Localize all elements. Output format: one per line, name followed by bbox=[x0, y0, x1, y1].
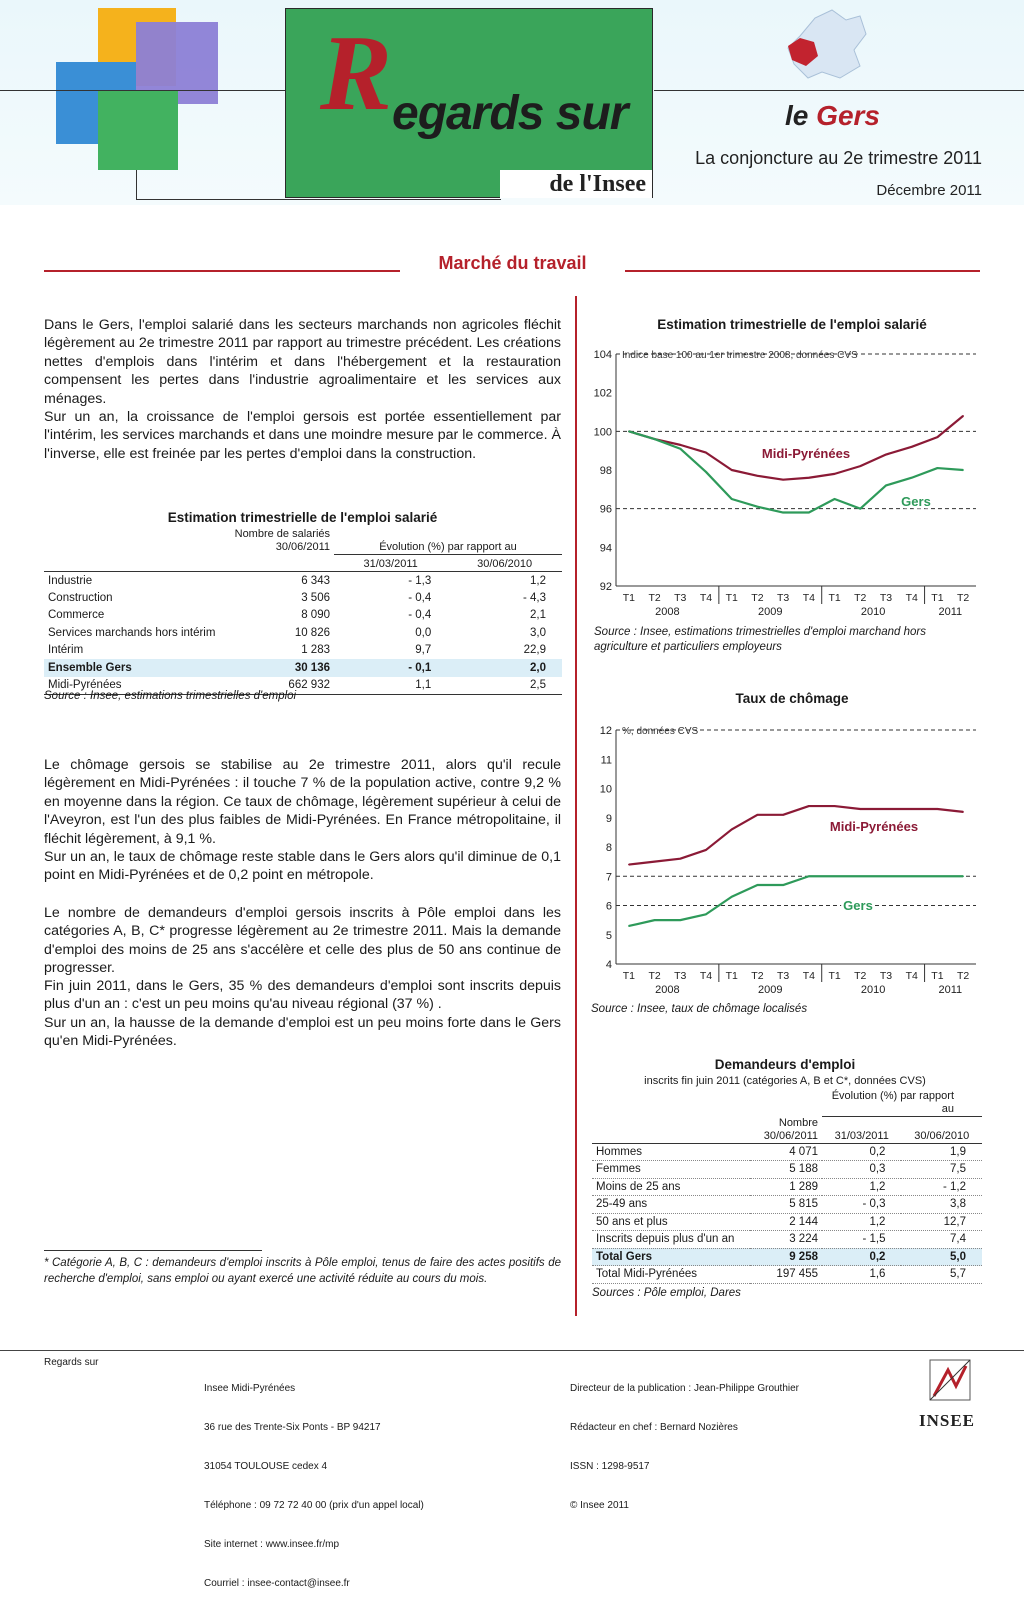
x-tick-label: T3 bbox=[879, 970, 893, 982]
y-tick-label: 6 bbox=[605, 900, 612, 913]
data-point bbox=[679, 858, 681, 860]
row-label: Inscrits depuis plus d'un an bbox=[596, 1233, 735, 1246]
row-value: - 0,3 bbox=[862, 1198, 886, 1211]
row-label: Midi-Pyrénées bbox=[48, 679, 122, 691]
data-point bbox=[705, 471, 707, 473]
row-value: 1,9 bbox=[950, 1145, 966, 1158]
insee-logo-text: INSEE bbox=[918, 1411, 976, 1430]
data-point bbox=[937, 436, 939, 438]
region-title: le Gers bbox=[785, 100, 880, 131]
section-rule-right bbox=[625, 270, 980, 272]
table-demandeurs-source: Sources : Pôle emploi, Dares bbox=[592, 1287, 741, 1299]
data-point bbox=[679, 919, 681, 921]
data-point bbox=[834, 805, 836, 807]
row-label: Total Midi-Pyrénées bbox=[596, 1268, 697, 1281]
table-emploi-col-q: 31/03/2011 bbox=[363, 558, 418, 570]
footer-credit-line: Directeur de la publication : Jean-Philippe Grouthier bbox=[570, 1383, 800, 1394]
data-point bbox=[808, 512, 810, 514]
row-value: - 0,4 bbox=[408, 609, 432, 622]
data-point bbox=[628, 925, 630, 927]
data-point bbox=[757, 506, 759, 508]
row-value: 662 932 bbox=[288, 679, 330, 691]
table-row bbox=[592, 1231, 982, 1249]
row-value: 4 071 bbox=[789, 1145, 818, 1158]
logo-square-green bbox=[98, 90, 178, 170]
row-value: 0,2 bbox=[822, 1248, 901, 1266]
row-value: 1,2 bbox=[530, 574, 546, 587]
footer-rule bbox=[0, 1350, 1024, 1351]
y-tick-label: 96 bbox=[599, 503, 612, 516]
x-group-label: 2008 bbox=[655, 984, 680, 996]
table-demandeurs-col-y: 30/06/2010 bbox=[914, 1129, 970, 1142]
data-point bbox=[654, 438, 656, 440]
table-row bbox=[592, 1143, 982, 1161]
row-value: 1 289 bbox=[789, 1180, 818, 1193]
x-tick-label: T2 bbox=[751, 970, 764, 982]
data-point bbox=[885, 875, 887, 877]
data-point bbox=[885, 454, 887, 456]
table-row bbox=[592, 1266, 982, 1284]
data-point bbox=[859, 875, 861, 877]
row-value: 1,2 bbox=[869, 1180, 886, 1193]
x-tick-label: T1 bbox=[828, 592, 841, 604]
insee-logo bbox=[912, 1356, 982, 1430]
x-group-label: 2011 bbox=[938, 606, 963, 618]
y-tick-label: 5 bbox=[605, 929, 612, 942]
data-point bbox=[679, 448, 681, 450]
data-point bbox=[705, 452, 707, 454]
row-value: 0,2 bbox=[869, 1145, 886, 1158]
x-tick-label: T3 bbox=[777, 592, 790, 604]
row-value: 7,5 bbox=[950, 1163, 966, 1176]
table-row bbox=[44, 659, 562, 677]
data-point bbox=[937, 875, 939, 877]
data-point bbox=[859, 508, 861, 510]
data-point bbox=[808, 805, 810, 807]
footnote-rule bbox=[44, 1250, 262, 1251]
y-tick-label: 102 bbox=[593, 387, 612, 400]
y-tick-label: 4 bbox=[605, 959, 612, 971]
data-point bbox=[834, 498, 836, 500]
y-tick-label: 94 bbox=[599, 542, 612, 555]
x-tick-label: T2 bbox=[854, 970, 867, 982]
row-value: 2,5 bbox=[530, 679, 546, 691]
header-frame bbox=[136, 170, 152, 200]
row-value: 3,0 bbox=[530, 626, 546, 639]
chart-chomage-title: Taux de chômage bbox=[735, 691, 849, 706]
series-label: Midi-Pyrénées bbox=[829, 819, 919, 834]
footer-credits bbox=[570, 1356, 799, 1525]
row-value: 30 136 bbox=[222, 659, 334, 677]
x-tick-label: T1 bbox=[931, 970, 944, 982]
y-tick-label: 92 bbox=[599, 581, 612, 593]
data-point bbox=[757, 814, 759, 816]
x-group-label: 2011 bbox=[938, 984, 963, 996]
row-value: 10 826 bbox=[294, 626, 330, 639]
data-point bbox=[705, 849, 707, 851]
masthead bbox=[0, 0, 1024, 205]
row-value: 12,7 bbox=[943, 1215, 966, 1228]
table-emploi-title: Estimation trimestrielle de l'emploi salarié bbox=[167, 510, 438, 525]
row-value: - 1,3 bbox=[408, 574, 432, 587]
data-point bbox=[962, 469, 964, 471]
data-point bbox=[731, 469, 733, 471]
x-tick-label: T4 bbox=[802, 970, 815, 982]
table-emploi-col-y: 30/06/2010 bbox=[477, 558, 533, 570]
x-tick-label: T2 bbox=[648, 970, 661, 982]
y-tick-label: 7 bbox=[605, 871, 612, 884]
footer-credit-line: © Insee 2011 bbox=[570, 1500, 629, 1511]
row-label: Construction bbox=[48, 591, 113, 604]
data-point bbox=[757, 475, 759, 477]
data-point bbox=[808, 875, 810, 877]
x-tick-label: T3 bbox=[674, 592, 687, 604]
x-tick-label: T2 bbox=[854, 592, 867, 604]
row-value: - 1,2 bbox=[942, 1180, 966, 1193]
x-group-label: 2009 bbox=[758, 984, 783, 996]
data-point bbox=[782, 512, 784, 514]
x-tick-label: T4 bbox=[802, 592, 815, 604]
x-tick-label: T2 bbox=[957, 970, 970, 982]
y-tick-label: 8 bbox=[605, 842, 612, 854]
table-demandeurs-col-q: 31/03/2011 bbox=[834, 1129, 889, 1142]
paragraph-emploi-1: Dans le Gers, l'emploi salarié dans les secteurs marchands non agricoles fléchit légèrement au 2e trimestre 2011 par rapport au trimestre précédent. Les créations nettes d'emplois dans l'intérim et dans l'hébergement et la restauration compensent les pertes dans l'industrie agroalimentaire et les services aux ménages. bbox=[44, 317, 561, 407]
x-tick-label: T1 bbox=[622, 592, 635, 604]
row-value: 8 090 bbox=[301, 609, 330, 622]
table-emploi-col-evol: Évolution (%) par rapport au bbox=[334, 528, 562, 554]
row-value: 1 283 bbox=[301, 644, 330, 657]
row-value: - 0,4 bbox=[408, 591, 432, 604]
footer-credit-line: Rédacteur en chef : Bernard Nozières bbox=[570, 1422, 738, 1433]
x-tick-label: T1 bbox=[931, 592, 944, 604]
footer-address-line: Insee Midi-Pyrénées bbox=[204, 1383, 296, 1394]
insee-logo-mark bbox=[912, 1356, 982, 1406]
data-point bbox=[808, 477, 810, 479]
row-value: 1,1 bbox=[415, 679, 432, 691]
row-value: 197 455 bbox=[776, 1268, 818, 1281]
row-value: 9,7 bbox=[415, 644, 432, 657]
x-tick-label: T3 bbox=[879, 592, 893, 604]
paragraph-emploi-2: Sur un an, la croissance de l'emploi gersois est portée essentiellement par l'intérim, les services marchands et dans une moindre mesure par le commerce. À l'inverse, elle est freinée par les pertes d'emploi dans la construction. bbox=[44, 409, 561, 462]
x-tick-label: T1 bbox=[622, 970, 635, 982]
y-tick-label: 98 bbox=[599, 465, 612, 477]
data-point bbox=[782, 884, 784, 886]
data-point bbox=[654, 919, 656, 921]
chart-subtitle: %, données CVS bbox=[622, 726, 699, 737]
data-point bbox=[937, 467, 939, 469]
row-value: 2 144 bbox=[789, 1215, 818, 1228]
x-tick-label: T4 bbox=[905, 592, 918, 604]
row-label: Total Gers bbox=[592, 1248, 750, 1266]
series-label: Midi-Pyrénées bbox=[761, 446, 851, 461]
row-label: Femmes bbox=[596, 1163, 641, 1176]
footer-address bbox=[204, 1356, 424, 1603]
row-value: 3 224 bbox=[789, 1233, 818, 1246]
data-point bbox=[731, 829, 733, 831]
chart-emploi-title: Estimation trimestrielle de l'emploi salarié bbox=[657, 317, 927, 332]
data-point bbox=[911, 477, 913, 479]
x-group-label: 2008 bbox=[655, 606, 680, 618]
table-demandeurs bbox=[592, 1090, 982, 1284]
header-frame-bottom bbox=[136, 199, 501, 200]
data-point bbox=[859, 808, 861, 810]
footer-credit-line: ISSN : 1298-9517 bbox=[570, 1461, 650, 1472]
row-value: 2,0 bbox=[447, 659, 562, 677]
row-value: 3,8 bbox=[950, 1198, 966, 1211]
table-row bbox=[592, 1248, 982, 1266]
row-label: Services marchands hors intérim bbox=[48, 626, 216, 639]
row-value: 5 815 bbox=[789, 1198, 818, 1211]
row-value: - 4,3 bbox=[522, 591, 546, 604]
column-divider bbox=[575, 296, 577, 1316]
row-value: 1,2 bbox=[869, 1215, 886, 1228]
row-label: 25-49 ans bbox=[596, 1198, 648, 1211]
row-value: 1,6 bbox=[869, 1268, 886, 1281]
paragraph-demandeurs-1: Le nombre de demandeurs d'emploi gersois inscrits à Pôle emploi dans les catégories A, B, C* progresse légèrement au 2e trimestre 2011. Mais la demande d'emploi des moins de 25 ans s'accélère et celle des plus de 50 ans continue de progresser. bbox=[44, 905, 561, 977]
footer-publication: Regards sur bbox=[44, 1357, 99, 1368]
logo-title: egards sur bbox=[392, 87, 628, 140]
table-demandeurs-title: Demandeurs d'emploi bbox=[714, 1057, 856, 1072]
y-tick-label: 12 bbox=[599, 725, 612, 737]
x-tick-label: T4 bbox=[699, 970, 713, 982]
row-value: 9 258 bbox=[750, 1248, 822, 1266]
x-tick-label: T1 bbox=[725, 592, 738, 604]
section-title: Marché du travail bbox=[438, 253, 587, 273]
data-point bbox=[911, 875, 913, 877]
paragraph-demandeurs-2: Fin juin 2011, dans le Gers, 35 % des demandeurs d'emploi sont inscrits depuis plus d'un an : c'est un peu moins qu'au niveau régional (37 %) . bbox=[44, 978, 561, 1013]
footnote: * Catégorie A, B, C : demandeurs d'emploi inscrits à Pôle emploi, tenus de faire des actes positifs de recherche d'emploi, sans emploi ou ayant exercé une activité réduite au cours du mois. bbox=[44, 1257, 561, 1285]
chart-subtitle: Indice base 100 au 1er trimestre 2008, données CVS bbox=[622, 350, 858, 361]
row-label: Moins de 25 ans bbox=[596, 1180, 681, 1193]
data-point bbox=[705, 913, 707, 915]
row-value: 5,0 bbox=[901, 1248, 982, 1266]
logo-r: R bbox=[320, 14, 393, 133]
chart-chomage bbox=[586, 708, 986, 1004]
y-tick-label: 10 bbox=[599, 783, 612, 796]
y-tick-label: 100 bbox=[593, 426, 612, 439]
x-tick-label: T2 bbox=[957, 592, 970, 604]
data-point bbox=[911, 808, 913, 810]
data-point bbox=[911, 446, 913, 448]
x-tick-label: T3 bbox=[674, 970, 687, 982]
table-row bbox=[592, 1161, 982, 1179]
x-tick-label: T2 bbox=[751, 592, 764, 604]
data-point bbox=[937, 808, 939, 810]
table-row bbox=[592, 1196, 982, 1214]
chart-chomage-source: Source : Insee, taux de chômage localisés bbox=[591, 1003, 808, 1015]
row-value: 0,3 bbox=[869, 1163, 886, 1176]
data-point bbox=[859, 465, 861, 467]
row-value: 7,4 bbox=[950, 1233, 966, 1246]
paragraph-chomage-1: Le chômage gersois se stabilise au 2e trimestre 2011, alors qu'il recule légèrement en Midi-Pyrénées : il touche 7 % de la population active, contre 9,2 % en moyenne dans la région. Ce taux de chômage, légèrement supérieur à celui de l'Aveyron, est l'un des plus faibles de Midi-Pyrénées. En France métropolitaine, il fléchit légèrement, à 9,1 %. bbox=[44, 757, 561, 847]
series-label: Gers bbox=[901, 494, 931, 509]
section-rule-left bbox=[44, 270, 400, 272]
table-emploi-source: Source : Insee, estimations trimestrielles d'emploi bbox=[44, 690, 297, 702]
row-value: 5 188 bbox=[789, 1163, 818, 1176]
row-value: 3 506 bbox=[301, 591, 330, 604]
logo-insee: de l'Insee bbox=[500, 170, 652, 198]
series-line-gers bbox=[629, 876, 963, 926]
data-point bbox=[962, 875, 964, 877]
data-point bbox=[834, 875, 836, 877]
header-subtitle: La conjoncture au 2e trimestre 2011 bbox=[695, 148, 982, 168]
data-point bbox=[962, 811, 964, 813]
x-tick-label: T4 bbox=[699, 592, 713, 604]
table-emploi bbox=[44, 528, 562, 695]
row-value: 22,9 bbox=[523, 644, 546, 657]
row-label: Commerce bbox=[48, 609, 105, 622]
data-point bbox=[628, 864, 630, 866]
row-label: Industrie bbox=[48, 574, 93, 587]
row-label: Hommes bbox=[596, 1145, 643, 1158]
y-tick-label: 104 bbox=[593, 349, 612, 361]
x-group-label: 2009 bbox=[758, 606, 783, 618]
footer-address-line: 31054 TOULOUSE cedex 4 bbox=[204, 1461, 328, 1472]
row-value: 5,7 bbox=[950, 1268, 966, 1281]
data-point bbox=[731, 896, 733, 898]
footer-website: Site internet : www.insee.fr/mp bbox=[204, 1539, 340, 1550]
data-point bbox=[757, 884, 759, 886]
table-row bbox=[44, 642, 562, 660]
table-demandeurs-subtitle: inscrits fin juin 2011 (catégories A, B et C*, données CVS) bbox=[644, 1075, 926, 1087]
data-point bbox=[885, 485, 887, 487]
footer-email: Courriel : insee-contact@insee.fr bbox=[204, 1578, 350, 1589]
paragraph-chomage-2: Sur un an, le taux de chômage reste stable dans le Gers alors qu'il diminue de 0,1 point en Midi-Pyrénées et de 0,2 point en métropole. bbox=[44, 849, 561, 884]
header-rule-left bbox=[0, 90, 285, 91]
table-row bbox=[44, 572, 562, 590]
footer-phone: Téléphone : 09 72 72 40 00 (prix d'un appel local) bbox=[204, 1500, 424, 1511]
table-row bbox=[592, 1213, 982, 1231]
footer-address-line: 36 rue des Trente-Six Ponts - BP 94217 bbox=[204, 1422, 381, 1433]
data-point bbox=[962, 415, 964, 417]
row-value: - 1,5 bbox=[862, 1233, 886, 1246]
x-tick-label: T1 bbox=[725, 970, 738, 982]
header-date: Décembre 2011 bbox=[876, 182, 982, 199]
x-tick-label: T3 bbox=[777, 970, 790, 982]
data-point bbox=[628, 431, 630, 433]
row-value: 0,0 bbox=[415, 626, 432, 639]
table-demandeurs-col-evol: Évolution (%) par rapport au bbox=[822, 1090, 982, 1117]
y-tick-label: 9 bbox=[605, 812, 612, 825]
row-label: Intérim bbox=[48, 644, 84, 657]
header-rule-right bbox=[654, 90, 1024, 91]
x-tick-label: T1 bbox=[828, 970, 841, 982]
data-point bbox=[782, 479, 784, 481]
data-point bbox=[782, 814, 784, 816]
chart-emploi bbox=[586, 334, 986, 630]
data-point bbox=[679, 444, 681, 446]
x-tick-label: T4 bbox=[905, 970, 918, 982]
data-point bbox=[834, 473, 836, 475]
series-line-midi-pyrenees bbox=[629, 806, 963, 865]
table-row bbox=[44, 589, 562, 607]
x-tick-label: T2 bbox=[648, 592, 661, 604]
row-value: - 0,1 bbox=[334, 659, 447, 677]
row-value: 6 343 bbox=[301, 574, 330, 587]
paragraph-demandeurs-3: Sur un an, la hausse de la demande d'emploi est un peu moins forte dans le Gers qu'en Midi-Pyrénées. bbox=[44, 1015, 561, 1050]
data-point bbox=[885, 808, 887, 810]
row-label: 50 ans et plus bbox=[596, 1215, 668, 1228]
table-demandeurs-col-count: Nombre 30/06/2011 bbox=[763, 1116, 818, 1142]
chart-emploi-source: Source : Insee, estimations trimestrielles d'emploi marchand hors agriculture et particuliers employeurs bbox=[594, 626, 927, 653]
row-value: 2,1 bbox=[530, 609, 546, 622]
table-row bbox=[592, 1178, 982, 1196]
table-row bbox=[44, 607, 562, 625]
series-label: Gers bbox=[843, 898, 873, 913]
region-map-icon bbox=[780, 6, 870, 82]
data-point bbox=[654, 861, 656, 863]
table-row bbox=[44, 624, 562, 642]
y-tick-label: 11 bbox=[600, 754, 612, 767]
x-group-label: 2010 bbox=[860, 984, 886, 996]
x-group-label: 2010 bbox=[860, 606, 886, 618]
row-label: Ensemble Gers bbox=[44, 659, 222, 677]
data-point bbox=[731, 498, 733, 500]
table-emploi-col-count: Nombre de salariés 30/06/2011 bbox=[234, 528, 330, 553]
